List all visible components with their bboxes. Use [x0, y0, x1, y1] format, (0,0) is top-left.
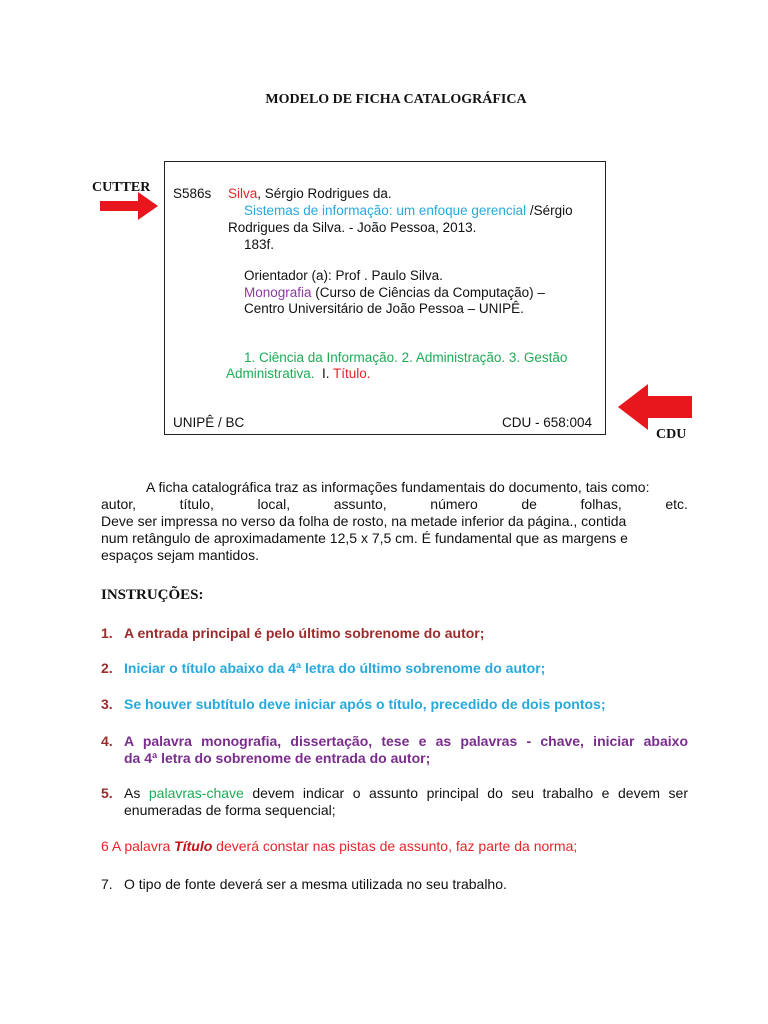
item-7-number: 7. [101, 876, 113, 892]
word: local, [257, 496, 291, 512]
pages: 183f. [244, 237, 275, 252]
paragraph-line-4: num retângulo de aproximadamente 12,5 x 7,5 cm. É fundamental que as margens e [101, 530, 628, 546]
item-5-number: 5. [101, 785, 113, 801]
cdu-label: CDU [656, 427, 687, 442]
title-rest: /Sérgio [526, 203, 573, 218]
paragraph-line-2 [101, 496, 688, 513]
item-2-number: 2. [101, 660, 113, 676]
word: título, [179, 496, 214, 512]
word: etc. [665, 496, 688, 512]
item-6 [101, 838, 577, 854]
item-4-number: 4. [101, 733, 113, 749]
advisor: Orientador (a): Prof . Paulo Silva. [244, 268, 443, 283]
library-code: UNIPÊ / BC [173, 415, 245, 430]
cdu-code: CDU - 658:004 [502, 415, 593, 430]
cdu-arrow-icon [618, 384, 694, 430]
subjects-cont: Administrativa. [226, 366, 315, 381]
keyword-term: palavras-chave [148, 785, 244, 801]
item-2-text: Iniciar o título abaixo da 4ª letra do último sobrenome do autor; [124, 660, 546, 676]
word: assunto, [333, 496, 387, 512]
item-6-post: deverá constar nas pistas de assunto, faz parte da norma; [212, 838, 578, 854]
word: número [430, 496, 478, 512]
page-title: MODELO DE FICHA CATALOGRÁFICA [265, 92, 527, 107]
paragraph-line-3: Deve ser impressa no verso da folha de rosto, na metade inferior da página., contida [101, 513, 627, 529]
monograph-line [244, 284, 545, 301]
item-4-line-1: A palavra monografia, dissertação, tese e as palavras - chave, iniciar abaixo [124, 733, 688, 749]
item-4-line-2: da 4ª letra do sobrenome de entrada do autor; [124, 750, 431, 766]
item-5-line-1 [124, 785, 688, 802]
item-3-number: 3. [101, 696, 113, 712]
author-rest: , Sérgio Rodrigues da. [257, 186, 392, 201]
subjects-line-2 [226, 365, 371, 382]
monograph-word: Monografia [244, 285, 312, 300]
word: folhas, [580, 496, 622, 512]
item-6-emphasis: Título [174, 838, 213, 854]
cutter-arrow-icon [100, 192, 160, 220]
item-3-text: Se houver subtítulo deve iniciar após o título, precedido de dois pontos; [124, 696, 606, 712]
item-7-text: O tipo de fonte deverá ser a mesma utilizada no seu trabalho. [124, 876, 507, 892]
item-1-text: A entrada principal é pelo último sobrenome do autor; [124, 625, 485, 641]
work-title: Sistemas de informação: um enfoque gerencial [244, 203, 527, 218]
subjects-line-1: 1. Ciência da Informação. 2. Administração. 3. Gestão [244, 350, 568, 365]
item-1-number: 1. [101, 625, 113, 641]
author-surname: Silva [228, 186, 258, 201]
word: autor, [101, 496, 137, 512]
intro-paragraph [101, 479, 688, 564]
cutter-label: CUTTER [92, 180, 151, 195]
responsibility-line: Rodrigues da Silva. - João Pessoa, 2013. [228, 220, 477, 235]
titulo-entry: Título. [333, 366, 371, 381]
item-5-line-2: enumeradas de forma sequencial; [124, 802, 336, 818]
word: de [521, 496, 537, 512]
cutter-code: S586s [173, 186, 212, 201]
monograph-rest: (Curso de Ciências da Computação) – [311, 285, 545, 300]
roman-numeral: I. [314, 366, 334, 381]
author-entry [228, 185, 392, 202]
institution: Centro Universitário de João Pessoa – UNIPÊ. [244, 301, 524, 316]
instructions-heading: INSTRUÇÕES: [101, 587, 204, 603]
item-5-post: devem indicar o assunto principal do seu trabalho e devem ser [243, 785, 689, 801]
item-5-pre: As [124, 785, 149, 801]
item-6-pre: 6 A palavra [101, 838, 175, 854]
paragraph-line-1: A ficha catalográfica traz as informações fundamentais do documento, tais como: [146, 479, 650, 495]
paragraph-line-5: espaços sejam mantidos. [101, 547, 259, 563]
title-line [244, 202, 573, 219]
